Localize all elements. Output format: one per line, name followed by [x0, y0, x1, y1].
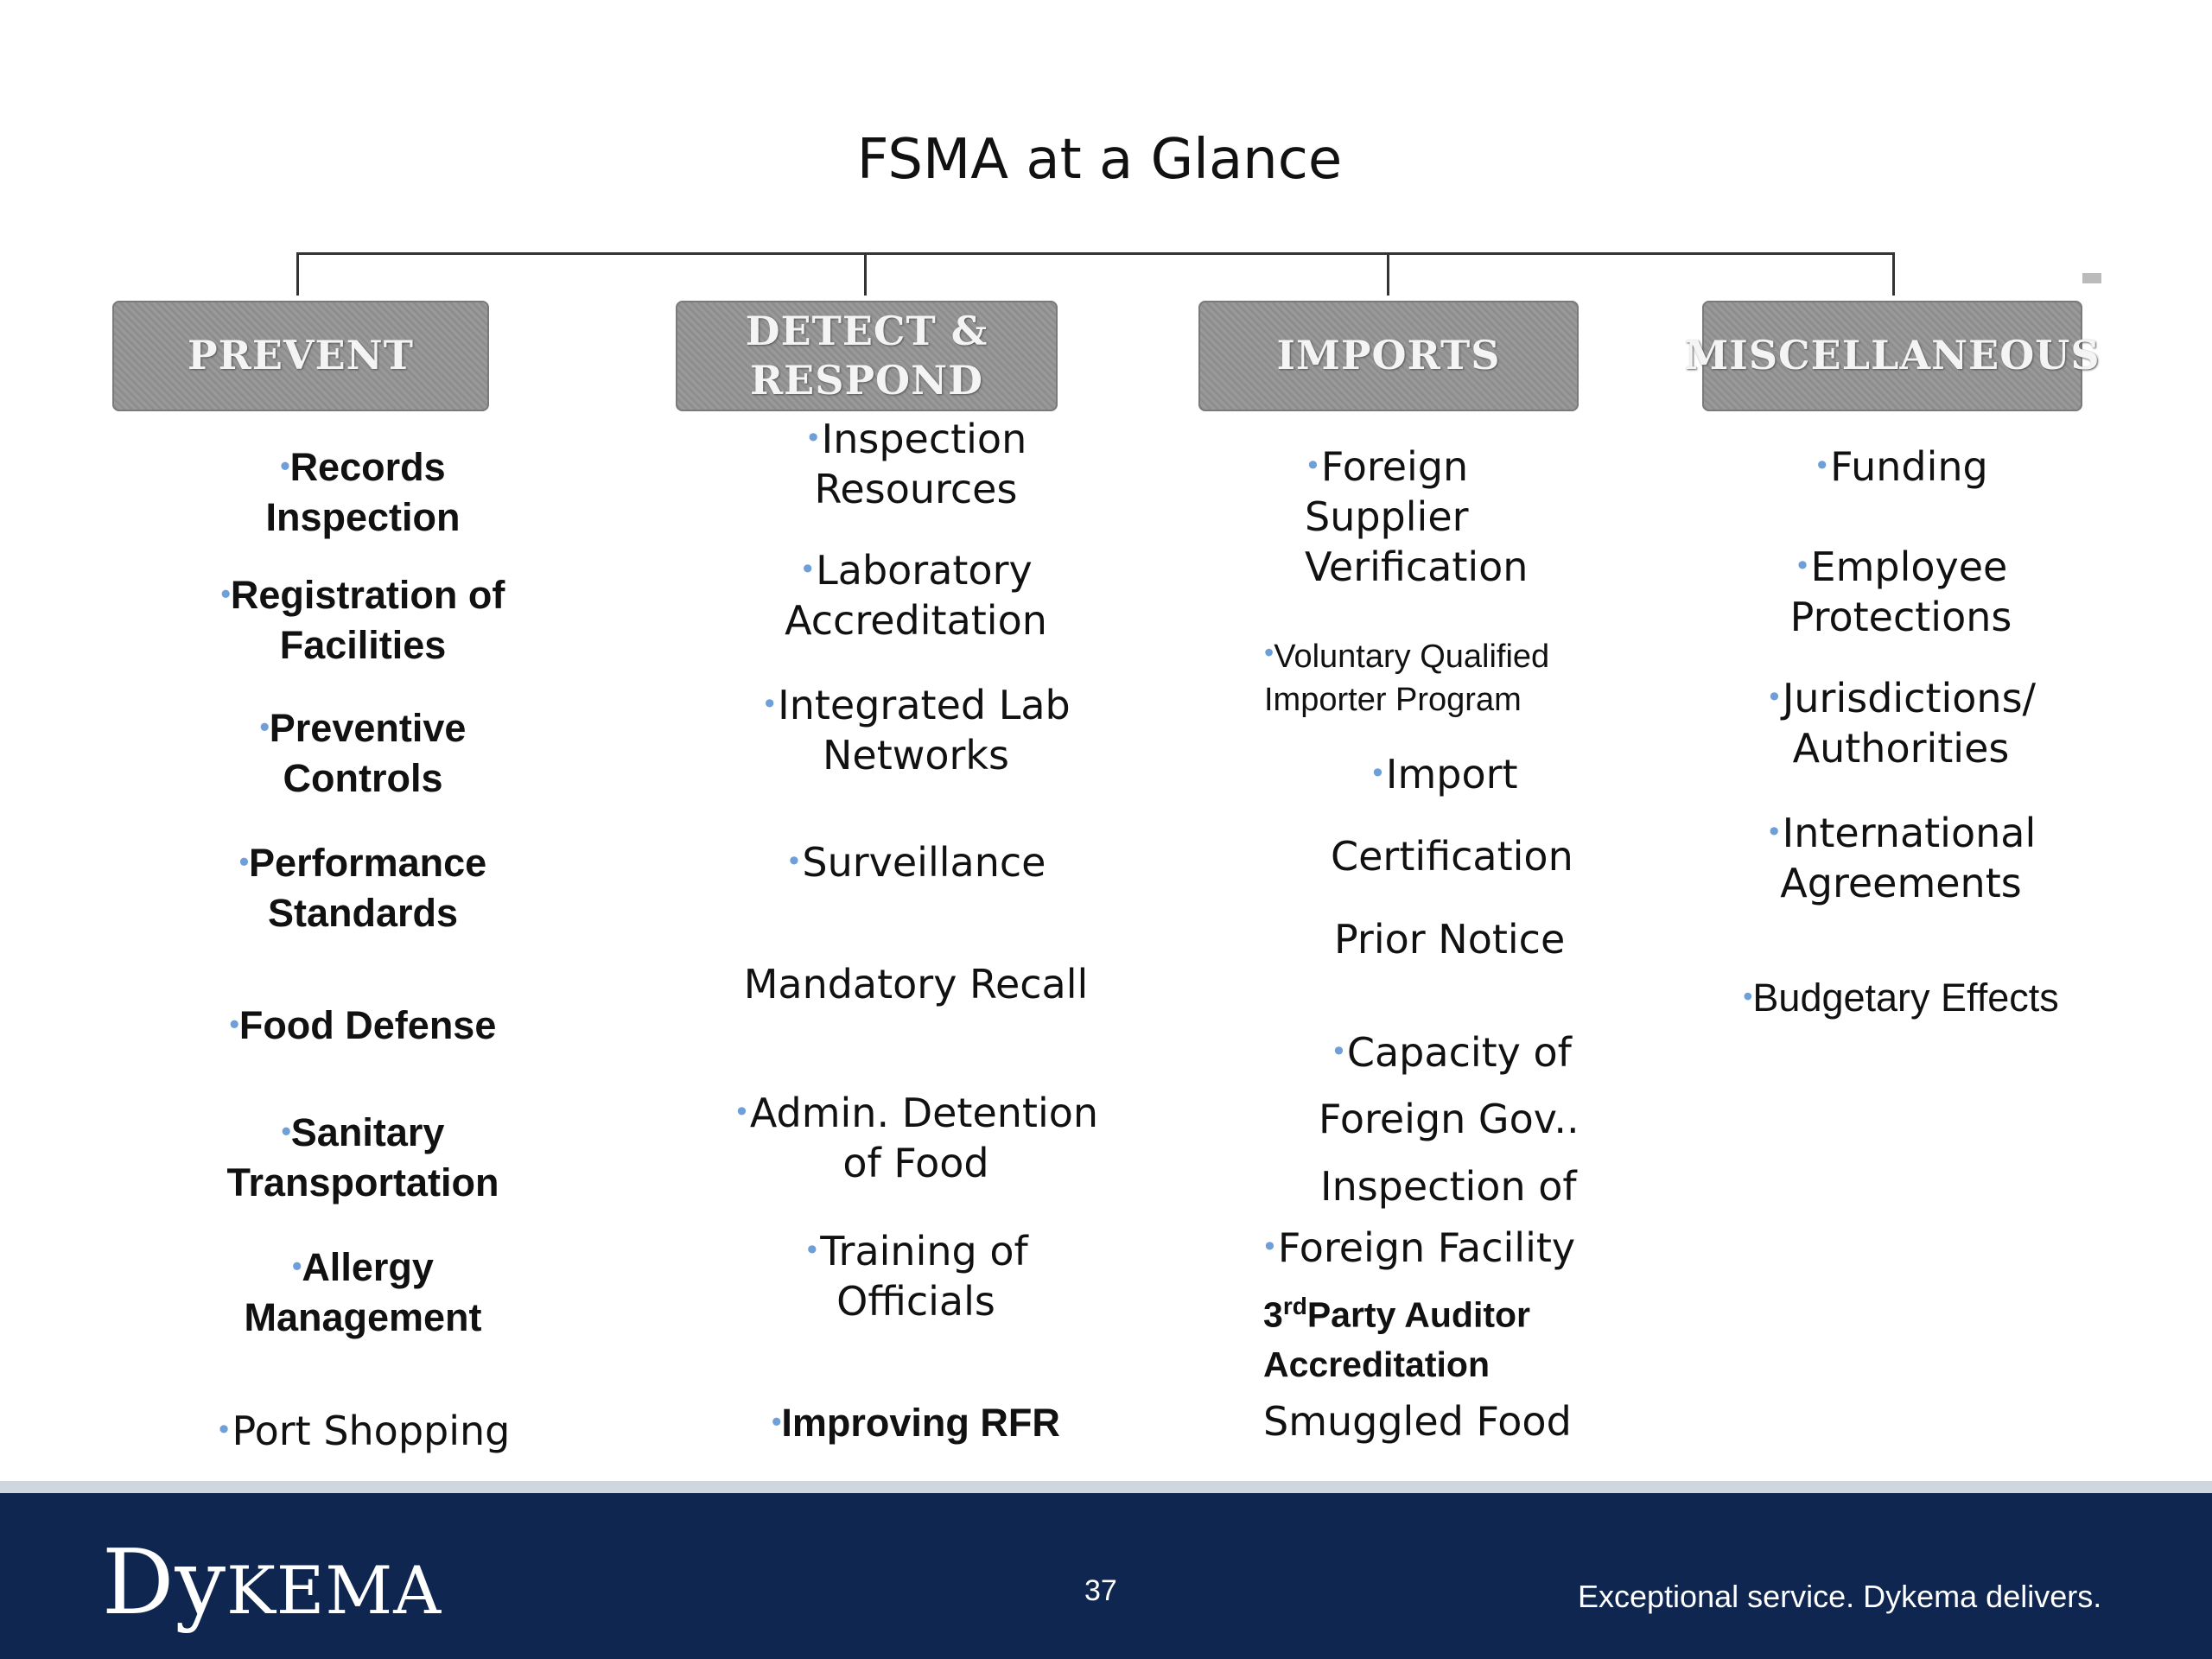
imports-item-vqip: •Voluntary Qualified Importer Program	[1264, 637, 1550, 718]
bullet-icon: •	[785, 845, 803, 878]
bullet-icon: •	[804, 1234, 821, 1267]
imports-item-foreign-facility: •Foreign Facility	[1262, 1224, 1576, 1271]
bullet-icon: •	[772, 1406, 782, 1437]
bullet-icon: •	[259, 711, 270, 742]
bullet-icon: •	[220, 578, 231, 609]
header-detect-line2: RESPOND	[749, 357, 984, 404]
misc-item-funding: •Funding	[1814, 443, 1988, 490]
prevent-item-food-defense: •Food Defense	[229, 1003, 497, 1047]
bullet-icon: •	[281, 1116, 291, 1147]
connector-misc	[1892, 252, 1895, 296]
bullet-icon: •	[733, 1096, 750, 1128]
imports-item-capacity: •Capacity of	[1331, 1029, 1572, 1076]
edge-mark	[2082, 273, 2101, 283]
bullet-icon: •	[1370, 757, 1386, 790]
imports-item-smuggled-food: Smuggled Food	[1263, 1398, 1572, 1445]
misc-item-jurisdictions: •Jurisdictions/ Authorities	[1765, 675, 2037, 772]
bullet-icon: •	[1262, 1230, 1278, 1263]
detect-item-improving-rfr: •Improving RFR	[772, 1401, 1060, 1445]
bullet-icon: •	[804, 422, 822, 454]
slide-title: FSMA at a Glance	[856, 128, 1343, 192]
prevent-item-allergy-management: •Allergy Management	[244, 1245, 482, 1339]
prevent-item-port-shopping: •Port Shopping	[215, 1408, 511, 1454]
bullet-icon: •	[229, 1008, 239, 1039]
bullet-icon: •	[1794, 550, 1811, 582]
header-misc-label: MISCELLANEOUS	[1684, 332, 2101, 379]
prevent-item-preventive-controls: •Preventive Controls	[259, 706, 467, 800]
header-imports-label: IMPORTS	[1276, 332, 1501, 379]
header-prevent-label: PREVENT	[188, 332, 414, 379]
header-prevent	[112, 301, 489, 411]
misc-item-international-agreements: •International Agreements	[1765, 810, 2037, 906]
detect-item-laboratory-accreditation: •Laboratory Accreditation	[785, 547, 1047, 644]
header-detect-respond	[676, 301, 1058, 411]
bullet-icon: •	[1743, 981, 1753, 1012]
bullet-icon: •	[1305, 449, 1321, 482]
bullet-icon: •	[238, 846, 250, 877]
prevent-item-sanitary-transportation: •Sanitary Transportation	[226, 1110, 499, 1205]
imports-item-inspection-of: Inspection of	[1320, 1163, 1577, 1210]
bullet-icon: •	[292, 1250, 302, 1281]
imports-item-prior-notice: Prior Notice	[1334, 916, 1566, 963]
dykema-logo: DyKEMA	[102, 1529, 442, 1635]
detect-item-surveillance: •Surveillance	[785, 839, 1046, 886]
page-number: 37	[1084, 1574, 1117, 1607]
detect-item-training-officials: •Training of Officials	[804, 1228, 1028, 1325]
prevent-item-records-inspection: •Records Inspection	[265, 445, 461, 539]
detect-item-integrated-lab-networks: •Integrated Lab Networks	[761, 682, 1071, 779]
bullet-icon: •	[280, 450, 290, 481]
imports-item-accreditation: Accreditation	[1263, 1344, 1490, 1384]
connector-horizontal-line	[296, 252, 1895, 255]
header-imports	[1198, 301, 1579, 411]
connector-imports	[1387, 252, 1389, 296]
bullet-icon: •	[1264, 637, 1274, 668]
detect-item-inspection-resources: •Inspection Resources	[804, 416, 1027, 512]
bullet-icon: •	[215, 1414, 232, 1446]
header-detect-line1: DETECT &	[745, 307, 988, 354]
bullet-icon: •	[761, 688, 779, 721]
imports-item-import: •Import	[1370, 751, 1518, 798]
detect-item-admin-detention: •Admin. Detention of Food	[733, 1090, 1099, 1186]
misc-item-employee-protections: •Employee Protections	[1789, 543, 2012, 640]
bullet-icon: •	[1331, 1035, 1347, 1068]
footer-tagline: Exceptional service. Dykema delivers.	[1578, 1579, 2102, 1614]
imports-item-third-party-auditor: 3rdParty Auditor	[1263, 1293, 1530, 1335]
bullet-icon: •	[1814, 449, 1831, 482]
imports-item-foreign-supplier: •Foreign Supplier Verification	[1305, 443, 1529, 590]
connector-detect	[864, 252, 867, 296]
prevent-item-registration: •Registration of Facilities	[220, 573, 505, 667]
bullet-icon: •	[1765, 816, 1783, 849]
misc-item-budgetary-effects: •Budgetary Effects	[1743, 976, 2059, 1020]
detect-item-mandatory-recall: Mandatory Recall	[743, 961, 1089, 1007]
imports-item-certification: Certification	[1331, 833, 1573, 880]
bullet-icon: •	[799, 553, 817, 586]
prevent-item-performance-standards: •Performance Standards	[238, 841, 487, 935]
header-miscellaneous	[1684, 301, 2101, 411]
bullet-icon: •	[1765, 681, 1783, 714]
imports-item-foreign-gov: Foreign Gov..	[1319, 1096, 1580, 1142]
connector-prevent	[296, 252, 299, 296]
footer-stripe	[0, 1481, 2212, 1493]
